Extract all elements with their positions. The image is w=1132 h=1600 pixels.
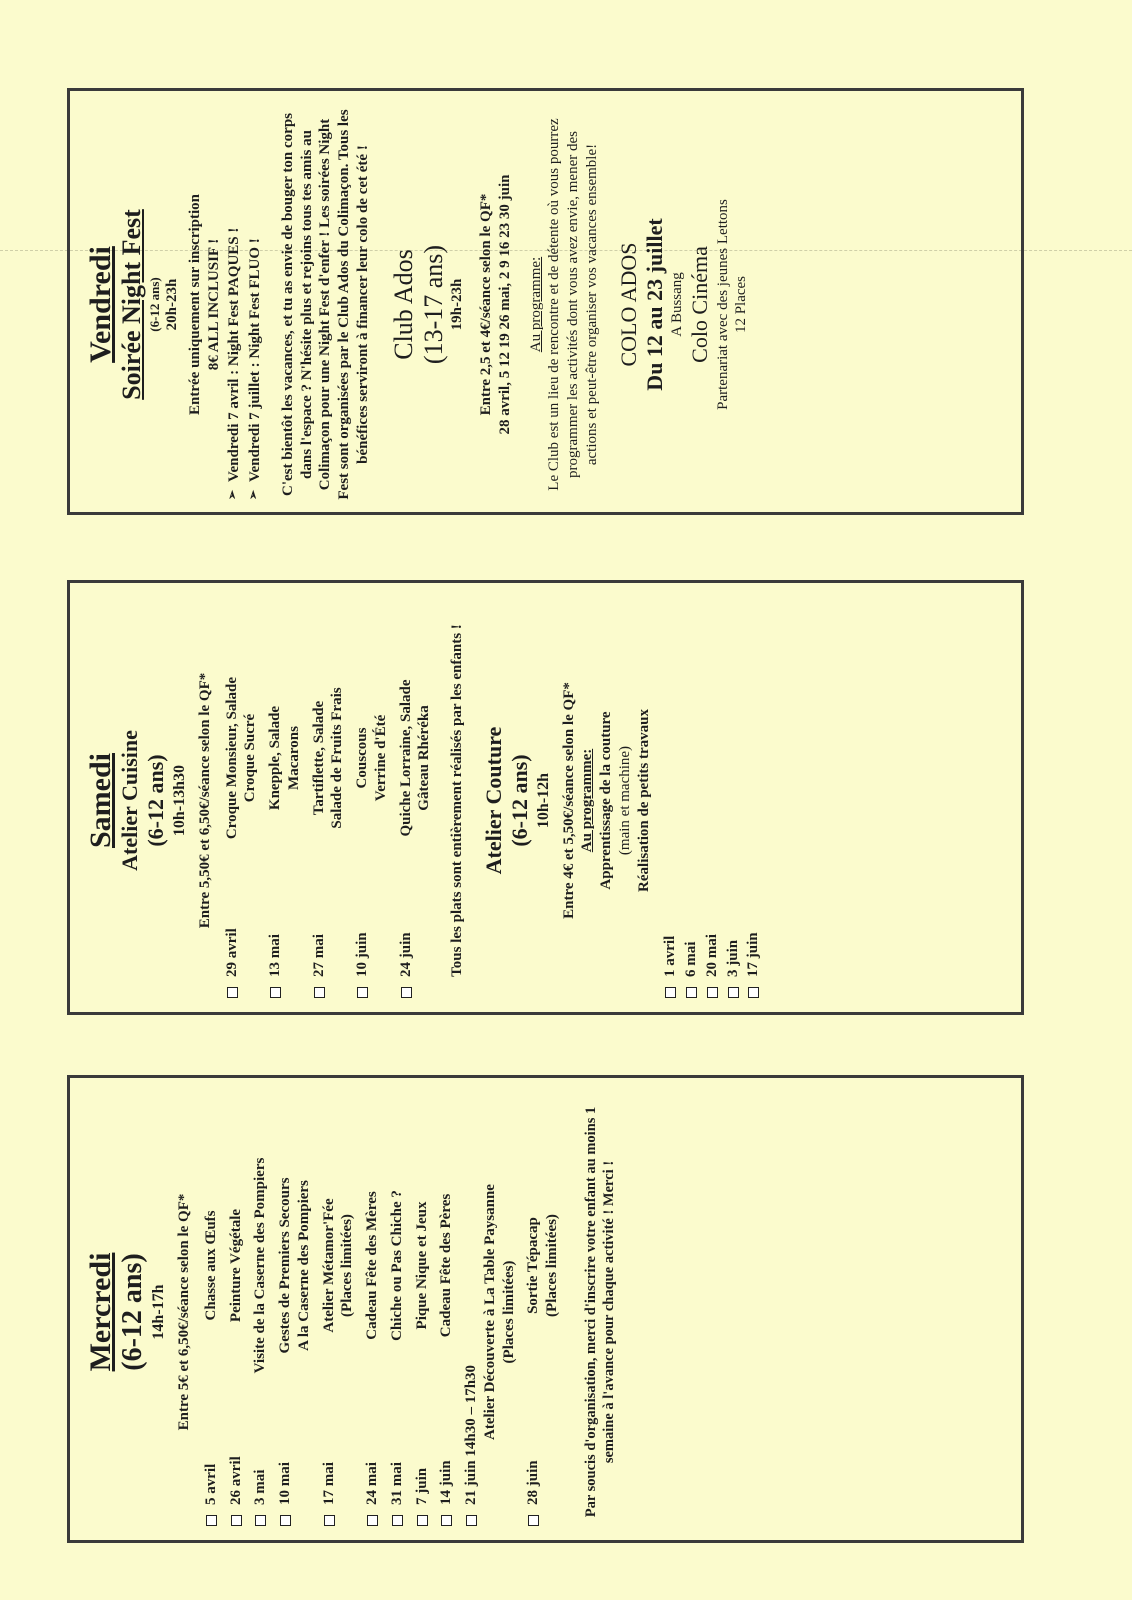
club-ados-title: Club Ados (388, 249, 418, 360)
checkbox[interactable] (392, 1515, 403, 1526)
mercredi-activity-list (202, 1096, 562, 1528)
colo-partner: Partenariat avec des jeunes Lettons (714, 199, 731, 410)
checkbox[interactable] (314, 987, 325, 998)
checkbox[interactable] (324, 1515, 335, 1526)
checkbox[interactable] (270, 987, 281, 998)
checkbox[interactable] (357, 987, 368, 998)
mercredi-price: Entre 5€ et 6,50€/séance selon le QF* (176, 1193, 193, 1431)
list-item: ➢ Vendredi 7 juillet : Night Fest FLUO ! (246, 238, 264, 500)
checkbox[interactable] (367, 1515, 378, 1526)
checkbox[interactable] (728, 987, 739, 998)
night-fest-title: Soirée Night Fest (117, 209, 146, 400)
list-item: 27 mai Tartiflette, Salade Salade de Fruits Frais (310, 601, 348, 1000)
checkbox[interactable] (401, 987, 412, 998)
night-fest-dates (225, 109, 265, 500)
club-program-label: Au programme: (527, 256, 544, 353)
checkbox[interactable] (206, 1515, 217, 1526)
cuisine-hours: 10h-13h30 (170, 764, 188, 837)
arrow-right-icon: ➢ (225, 489, 240, 500)
list-item: 10 juin Couscous Verrine d'Été (353, 601, 391, 1000)
couture-title: Atelier Couture (480, 726, 506, 875)
couture-program-line: (main et machine) (616, 745, 633, 856)
list-item: 7 juin Pique Nique et Jeux (413, 1096, 432, 1528)
night-fest-hours: 20h-23h (164, 278, 181, 331)
list-item: 5 avril Chasse aux Œufs (202, 1096, 221, 1528)
couture-hours: 10h-12h (534, 772, 552, 829)
checkbox[interactable] (748, 987, 759, 998)
list-item: 26 avril Peinture Végétale (227, 1096, 246, 1528)
club-program-text: Le Club est un lieu de rencontre et de détente où vous pourrez programmer les activités dont vous avez envie, mener des actions et peut-être organiser vos vacances ensemble! (546, 118, 600, 491)
checkbox[interactable] (280, 1515, 291, 1526)
list-item: 21 juin 14h30 – 17h30 Atelier Découverte à La Table Paysanne (Places limitées) (462, 1096, 518, 1528)
list-item: 17 mai Atelier Métamor'Fée (Places limitées) (320, 1096, 358, 1528)
checkbox[interactable] (686, 987, 697, 998)
mercredi-panel (67, 1075, 1024, 1543)
cuisine-list (223, 601, 435, 1000)
checkbox[interactable] (528, 1515, 539, 1526)
night-fest-line: 8€ ALL INCLUSIF ! (205, 238, 222, 371)
colo-place: A Bussang (669, 272, 686, 337)
list-item: 28 juin Sortie Tépacap (Places limitées) (524, 1096, 562, 1528)
list-item: 10 mai Gestes de Premiers Secours A la Caserne des Pompiers (276, 1096, 314, 1528)
vendredi-title: Vendredi (84, 246, 117, 363)
list-item: 14 juin Cadeau Fête des Pères (437, 1096, 456, 1528)
list-item: 24 juin Quiche Lorraine, Salade Gâteau Rhéréka (397, 601, 435, 1000)
list-item: 17 juin (744, 601, 763, 1000)
checkbox[interactable] (665, 987, 676, 998)
mercredi-hours: 14h-17h (150, 1284, 168, 1340)
couture-price: Entre 4€ et 5,50€/séance selon le QF* (560, 682, 577, 919)
vendredi-panel (67, 88, 1024, 515)
night-fest-line: Entrée uniquement sur inscription (186, 194, 203, 415)
samedi-title: Samedi (84, 753, 117, 849)
list-item: 20 mai (703, 601, 722, 1000)
couture-dates (661, 601, 763, 1000)
list-item: 29 avril Croque Monsieur, Salade Croque Sucré (223, 601, 261, 1000)
mercredi-title: Mercredi (84, 1252, 117, 1372)
night-fest-age: (6-12 ans) (146, 277, 162, 332)
checkbox[interactable] (231, 1515, 242, 1526)
checkbox[interactable] (227, 987, 238, 998)
checkbox[interactable] (466, 1515, 477, 1526)
cuisine-price: Entre 5,50€ et 6,50€/séance selon le QF* (196, 672, 213, 929)
colo-title: COLO ADOS (615, 242, 641, 367)
list-item: 31 mai Chiche ou Pas Chiche ? (388, 1096, 407, 1528)
list-item: 13 mai Knepple, Salade Macarons (266, 601, 304, 1000)
checkbox[interactable] (417, 1515, 428, 1526)
list-item: 1 avril (661, 601, 680, 1000)
couture-program-line: Apprentissage de la couture (598, 711, 615, 890)
samedi-panel (67, 580, 1024, 1015)
night-fest-description: C'est bientôt les vacances, et tu as envie de bouger ton corps dans l'espace ? N'hésite plus et rejoins tous tes amis au Colimaçon pour une Night Fest d'enfer ! Les soirées Night Fest sont organisées par le Club Ados du Colimaçon. Tous les bénéfices serviront à financer leur colo de cet été ! (279, 109, 371, 500)
cuisine-title: Atelier Cuisine (117, 730, 142, 871)
cuisine-age: (6-12 ans) (143, 754, 169, 847)
registration-notice: Par soucis d'organisation, merci d'inscrire votre enfant au moins 1 semaine à l'avance pour chaque activité ! Merci ! (582, 1106, 618, 1518)
club-ados-dates: 28 avril, 5 12 19 26 mai, 2 9 16 23 30 juin (496, 174, 513, 435)
colo-places: 12 Places (733, 275, 750, 334)
list-item: 3 juin (724, 601, 743, 1000)
couture-program-line: Réalisation de petits travaux (635, 709, 652, 892)
list-item: 3 mai Visite de la Caserne des Pompiers (251, 1096, 270, 1528)
club-ados-hours: 19h-23h (449, 278, 466, 331)
club-ados-age: (13-17 ans) (418, 244, 448, 365)
checkbox[interactable] (441, 1515, 452, 1526)
list-item: 24 mai Cadeau Fête des Mères (363, 1096, 382, 1528)
checkbox[interactable] (707, 987, 718, 998)
cuisine-note: Tous les plats sont entièrement réalisés par les enfants ! (449, 624, 466, 977)
arrow-right-icon: ➢ (246, 489, 261, 500)
couture-program-label: Au programme: (579, 748, 596, 853)
club-ados-price: Entre 2,5 et 4€/séance selon le QF* (478, 193, 495, 416)
list-item: ➢ Vendredi 7 avril : Night Fest PAQUES ! (225, 227, 243, 500)
colo-dates: Du 12 au 23 juillet (642, 218, 668, 391)
mercredi-age: (6-12 ans) (117, 1253, 148, 1371)
checkbox[interactable] (255, 1515, 266, 1526)
colo-type: Colo Cinéma (687, 246, 713, 363)
list-item: 6 mai (682, 601, 701, 1000)
couture-age: (6-12 ans) (507, 754, 533, 847)
